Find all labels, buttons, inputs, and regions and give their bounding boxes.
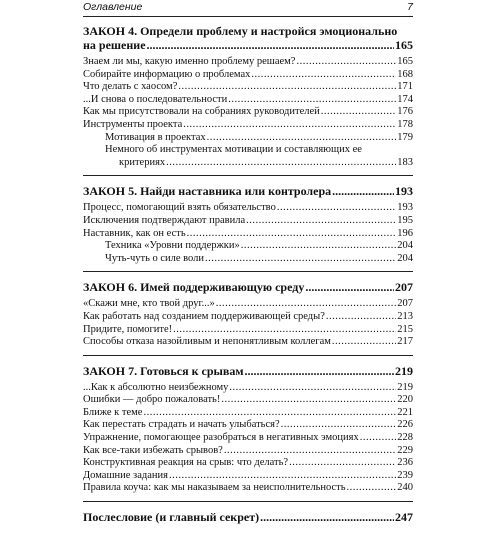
toc-subentry[interactable]	[83, 132, 413, 145]
toc-entry[interactable]	[83, 382, 413, 395]
toc-section-law-4	[83, 24, 413, 176]
entry-title: Способы отказа назойливым и непонятливым коллегам	[83, 336, 331, 348]
toc-entry[interactable]	[83, 119, 413, 132]
entry-page: 178	[397, 118, 413, 130]
toc-entry[interactable]	[83, 298, 413, 311]
leader-dots	[332, 336, 396, 349]
law-title: Послесловие (и главный секрет)	[83, 510, 260, 525]
law-heading[interactable]	[83, 280, 413, 294]
entry-title: Мотивация в проектах	[105, 131, 206, 143]
toc-entry[interactable]	[83, 407, 413, 420]
toc-section-law-6	[83, 280, 413, 355]
toc-entry[interactable]	[83, 394, 413, 407]
entry-title-line1: Немного об инструментах мотивации и составляющих ее	[105, 144, 362, 156]
leader-dots	[251, 69, 396, 82]
entry-title: ...Как к абсолютно неизбежному	[83, 381, 229, 393]
law-heading[interactable]	[83, 184, 413, 198]
entry-title: Процесс, помогающий взять обязательство	[83, 202, 276, 214]
entry-title: Знаем ли мы, какую именно проблему решаем?	[83, 56, 296, 67]
toc-section-law-5	[83, 184, 413, 272]
leader-dots	[296, 56, 396, 69]
toc-entry[interactable]	[83, 445, 413, 458]
entry-title: Правила коуча: как мы наказываем за неисполнительность	[83, 482, 346, 494]
entry-page: 221	[397, 406, 413, 418]
leader-dots	[321, 106, 397, 119]
toc-entry[interactable]	[83, 69, 413, 82]
entry-page: 204	[397, 240, 413, 252]
entry-page: 220	[397, 394, 413, 406]
toc-entry[interactable]	[83, 324, 413, 337]
leader-dots	[224, 445, 396, 458]
entry-title: Как перестать страдать и начать улыбаться?	[83, 419, 280, 431]
toc-entry[interactable]	[83, 311, 413, 324]
toc-entry[interactable]	[83, 419, 413, 432]
entry-page: 179	[397, 131, 413, 143]
leader-dots	[143, 407, 396, 420]
leader-dots	[228, 94, 396, 107]
leader-dots	[289, 457, 396, 470]
entry-title: Инструменты проекта	[83, 118, 183, 130]
entry-page: 193	[397, 202, 413, 214]
entry-page: 204	[397, 252, 413, 264]
law-page: 219	[395, 363, 413, 378]
entry-page: 239	[397, 469, 413, 481]
entry-title: Как работать над созданием поддерживающей среды?	[83, 310, 325, 322]
entry-page: 236	[397, 457, 413, 469]
entry-page: 207	[397, 298, 413, 310]
running-header	[83, 0, 413, 17]
law-heading[interactable]	[83, 24, 413, 52]
entry-page: 183	[397, 156, 413, 168]
leader-dots	[281, 419, 397, 432]
law-title: ЗАКОН 5. Найди наставника или контролера	[83, 184, 332, 199]
toc-entry[interactable]	[83, 228, 413, 241]
header-page-number: 7	[407, 1, 413, 13]
toc-entry[interactable]	[83, 56, 413, 69]
toc-entry[interactable]	[83, 215, 413, 228]
entry-title: «Скажи мне, кто твой друг...»	[83, 298, 215, 310]
entry-page: 168	[397, 68, 413, 80]
law-title-line1: ЗАКОН 4. Определи проблему и настройся эмоционально	[83, 24, 398, 38]
toc-subentry[interactable]	[83, 253, 413, 266]
entry-page: 213	[397, 310, 413, 322]
law-heading[interactable]	[83, 510, 413, 524]
entry-title: Конструктивная реакция на срыв: что делать?	[83, 457, 289, 469]
entry-page: 196	[397, 227, 413, 239]
law-title: ЗАКОН 6. Имей поддерживающую среду	[83, 280, 305, 295]
leader-dots	[183, 119, 396, 132]
leader-dots	[360, 432, 397, 445]
leader-dots	[187, 228, 397, 241]
toc-entry[interactable]	[83, 470, 413, 483]
entry-page: 219	[397, 381, 413, 393]
leader-dots	[221, 394, 396, 407]
toc-entry[interactable]	[83, 432, 413, 445]
toc-entry[interactable]	[83, 106, 413, 119]
entry-title: Придите, помогите!	[83, 323, 173, 335]
law-title: ЗАКОН 7. Готовься к срывам	[83, 363, 244, 378]
toc-section-afterword	[83, 510, 413, 534]
toc-entry[interactable]	[83, 482, 413, 495]
entry-page: 240	[397, 482, 413, 494]
leader-dots	[246, 215, 396, 228]
entry-title: Что делать с хаосом?	[83, 81, 178, 93]
entry-title: Чуть-чуть о силе воли	[105, 252, 205, 264]
toc-subentry[interactable]	[83, 240, 413, 253]
entry-title-line2: критериях	[119, 156, 166, 168]
law-page: 207	[395, 280, 413, 295]
leader-dots	[207, 132, 397, 145]
leader-dots	[347, 482, 397, 495]
entry-title: Техника «Уровни поддержки»	[105, 240, 240, 252]
entry-title: Исключения подтверждают правила	[83, 214, 246, 226]
entry-title: Ближе к теме	[83, 406, 143, 418]
leader-dots	[173, 324, 396, 337]
leader-dots	[216, 298, 397, 311]
law-title-line2: на решение	[83, 38, 146, 52]
entry-page: 171	[397, 81, 413, 93]
leader-dots	[205, 253, 396, 266]
leader-dots	[305, 280, 394, 294]
leader-dots	[260, 510, 394, 524]
entry-page: 228	[397, 432, 413, 444]
entry-title: Наставник, как он есть	[83, 227, 186, 239]
leader-dots	[245, 364, 394, 378]
leader-dots	[229, 382, 396, 395]
toc-entry[interactable]	[83, 202, 413, 215]
entry-page: 165	[397, 56, 413, 67]
toc-entry[interactable]	[83, 81, 413, 94]
entry-title: Как все-таки избежать срывов?	[83, 444, 223, 456]
leader-dots	[241, 240, 397, 253]
entry-title: Ошибки — добро пожаловать!	[83, 394, 221, 406]
entry-page: 217	[397, 336, 413, 348]
leader-dots	[169, 470, 396, 483]
toc-section-law-7	[83, 364, 413, 502]
entry-title: Как мы присутствовали на собраниях руководителей	[83, 106, 320, 118]
toc-entry[interactable]	[83, 94, 413, 107]
leader-dots	[332, 184, 394, 198]
law-heading[interactable]	[83, 364, 413, 378]
entry-page: 176	[397, 106, 413, 118]
entry-page: 174	[397, 93, 413, 105]
entry-title: ...И снова о последовательности	[83, 93, 228, 105]
law-page: 193	[395, 184, 413, 199]
header-title: Оглавление	[83, 1, 143, 13]
law-page: 165	[395, 38, 413, 52]
leader-dots	[147, 38, 394, 52]
toc-entry[interactable]	[83, 336, 413, 349]
leader-dots	[326, 311, 396, 324]
entry-page: 195	[397, 214, 413, 226]
entry-title: Домашние задания	[83, 469, 168, 481]
leader-dots	[178, 81, 396, 94]
entry-title: Упражнение, помогающее разобраться в негативных эмоциях	[83, 432, 359, 444]
leader-dots	[277, 202, 396, 215]
toc-entry[interactable]	[83, 457, 413, 470]
entry-title: Собирайте информацию о проблемах	[83, 68, 251, 80]
entry-page: 229	[397, 444, 413, 456]
table-of-contents	[83, 24, 413, 542]
law-page: 247	[395, 510, 413, 525]
toc-subentry[interactable]	[83, 144, 413, 169]
entry-page: 215	[397, 323, 413, 335]
leader-dots	[166, 157, 396, 170]
entry-page: 226	[397, 419, 413, 431]
